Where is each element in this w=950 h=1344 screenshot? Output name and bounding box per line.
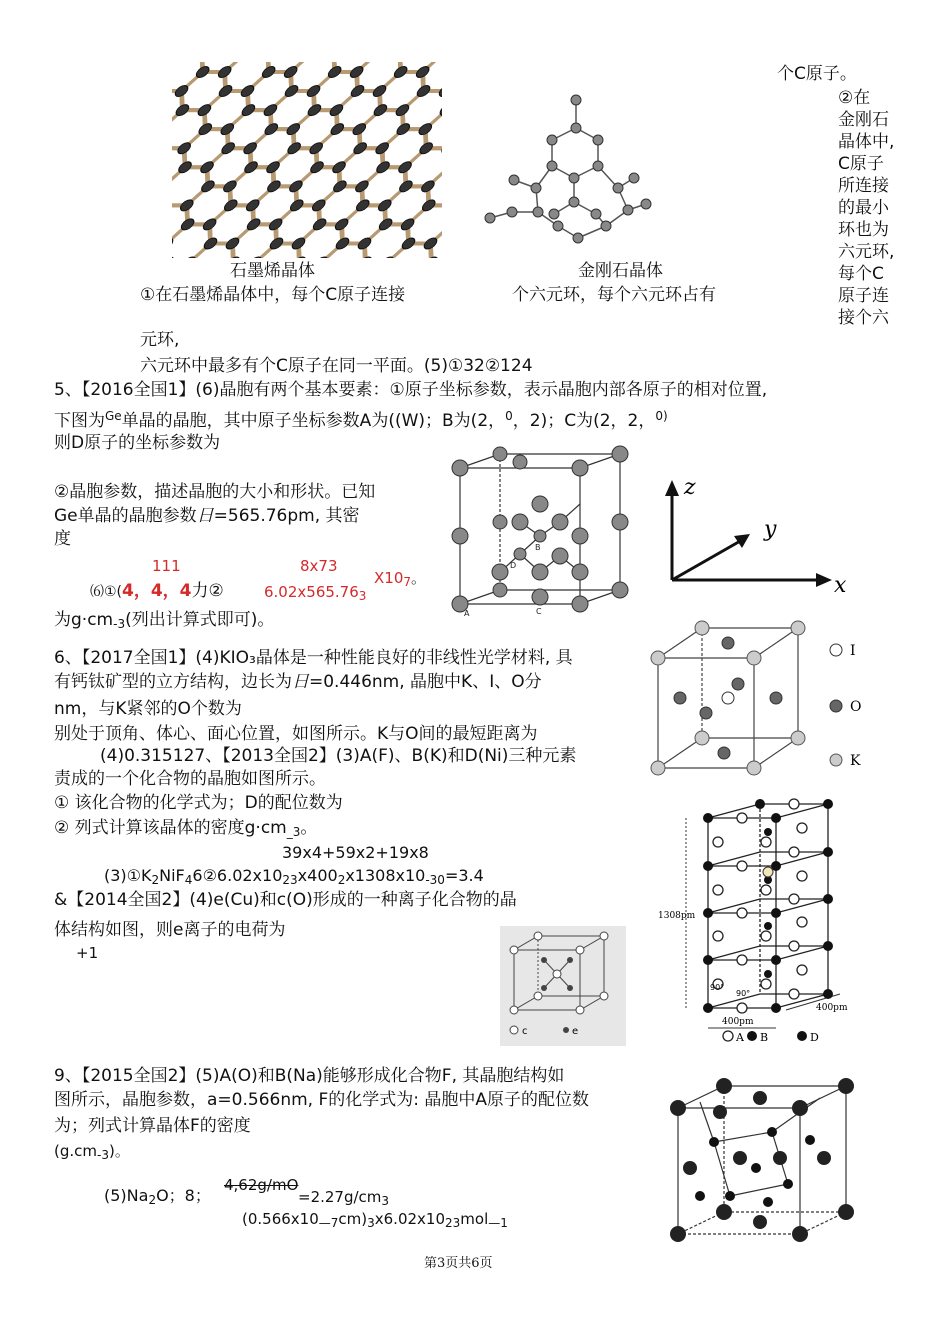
- q5-ans-den: $6.02x565.76_3$: [264, 583, 367, 603]
- q7-line2: ② 列式计算该晶体的密度g·cm_3。: [54, 818, 318, 839]
- q9-frac-num: 4,62g/mO: [224, 1176, 299, 1194]
- legend-b: B: [760, 1031, 769, 1044]
- right-col-1: ②在: [838, 88, 871, 108]
- cu2o-cell-figure: [500, 926, 626, 1046]
- q9-line2: 图所示，晶胞参数，a=0.566nm, F的化学式为: 晶胞中A原子的配位数: [54, 1090, 590, 1110]
- q7-numerator: 39x4+59x2+19x8: [282, 843, 429, 862]
- diamond-label: 金刚石晶体: [578, 261, 663, 281]
- q5-line2: 下图为$^{Ge}$单晶的晶胞，其中原子坐标参数A为((W)；B为(2，$^0$，2)；C为(2，2，$^{0)}$: [54, 409, 668, 431]
- q9-line4: $(g.cm_{-3})$。: [54, 1142, 130, 1162]
- q9-frac-eq: $=2.27g/cm_3$: [298, 1188, 390, 1208]
- right-col-4: C原子: [838, 154, 884, 174]
- right-col-0: 个C原子。: [777, 64, 857, 84]
- right-col-2: 金刚石: [838, 110, 889, 130]
- q5-line5: Ge单晶的晶胞参数日=565.76pm, 其密: [54, 506, 360, 526]
- q9-line3: 为；列式计算晶体F的密度: [54, 1116, 251, 1136]
- cu2o-legend-e: e: [572, 1026, 579, 1037]
- graphene-figure: [172, 62, 442, 258]
- angle-2: 90°: [736, 989, 751, 998]
- q9-frac-den: $(0.566x10_{—7}cm)_3x6.02x10_{23}mol_{—1}$: [242, 1210, 508, 1230]
- q6-line5: (4)0.315127、【2013全国2】(3)A(F)、B(K)和D(Ni)三种元素: [100, 746, 577, 766]
- kio3-legend-k: K: [850, 753, 861, 769]
- right-col-3: 晶体中,: [838, 132, 895, 152]
- q6-line6: 责成的一个化合物的晶胞如图所示。: [54, 769, 326, 789]
- cell-label-d: D: [510, 561, 517, 570]
- axes-figure: [656, 470, 856, 600]
- right-col-6: 的最小: [838, 198, 889, 218]
- q5-answer: ⑹①(4，4，4力②: [90, 581, 224, 601]
- ge-unit-cell-figure: [440, 444, 640, 624]
- q8-line3: +1: [76, 944, 99, 962]
- kio3-legend-i: I: [850, 643, 856, 659]
- right-col-9: 每个C: [838, 264, 884, 284]
- na2o-cell-figure: [660, 1072, 870, 1248]
- cell-label-c: C: [536, 607, 542, 616]
- right-col-5: 所连接: [838, 176, 889, 196]
- legend-a: A: [736, 1031, 744, 1044]
- q9-line1: 9、【2015全国2】(5)A(O)和B(Na)能够形成化合物F, 其晶胞结构如: [54, 1066, 565, 1086]
- q6-line1: 6、【2017全国1】(4)KIO₃晶体是一种性能良好的非线性光学材料, 具: [54, 648, 573, 668]
- q7-answer: (3)①K2NiF46②6.02x1023x4002x1308x10-30=3.4: [104, 866, 484, 887]
- cell-label-b: B: [535, 543, 541, 552]
- diamond-figure: [478, 92, 678, 252]
- axis-z-label: z: [684, 475, 696, 500]
- dim-height: 1308pm: [658, 911, 696, 921]
- top-line1-left: ①在石墨烯晶体中，每个C原子连接: [140, 285, 406, 305]
- q7-line1: ① 该化合物的化学式为；D的配位数为: [54, 793, 343, 813]
- q5-line7: 为g·cm-3(列出计算式即可)。: [54, 610, 275, 631]
- axis-x-label: x: [834, 573, 847, 598]
- q8-line2: 体结构如图，则e离子的电荷为: [54, 920, 286, 940]
- q6-line2: 有钙钛矿型的立方结构，边长为日=0.446nm, 晶胞中K、I、O分: [54, 672, 542, 692]
- q5-line3: 则D原子的坐标参数为: [54, 433, 221, 453]
- q6-line4: 别处于顶角、体心、面心位置，如图所示。K与O间的最短距离为: [54, 724, 538, 744]
- axis-y-label: y: [764, 517, 777, 542]
- q5-line4: ②晶胞参数，描述晶胞的大小和形状。已知: [54, 482, 376, 502]
- top-line1-right: 个六元环，每个六元环占有: [512, 285, 716, 305]
- q9-answer: (5)Na2O；8；: [104, 1186, 211, 1207]
- right-col-11: 接个六: [838, 308, 889, 328]
- cu2o-legend-c: c: [522, 1026, 528, 1037]
- q5-line1: 5、【2016全国1】(6)晶胞有两个基本要素：①原子坐标参数，表示晶胞内部各原子的相对位置,: [54, 380, 768, 400]
- dim-width: 400pm: [722, 1017, 754, 1027]
- kio3-legend-o: O: [850, 699, 862, 715]
- q5-line6: 度: [54, 529, 71, 549]
- right-col-10: 原子连: [838, 286, 889, 306]
- top-line3: 六元环中最多有个C原子在同一平面。(5)①32②124: [140, 356, 533, 376]
- top-line2: 元环,: [140, 330, 180, 350]
- dim-depth: 400pm: [816, 1003, 848, 1013]
- cell-label-a: A: [464, 609, 470, 618]
- legend-d: D: [810, 1031, 819, 1044]
- right-col-7: 环也为: [838, 220, 889, 240]
- right-col-8: 六元环,: [838, 242, 895, 262]
- page-footer: 第3页共6页: [424, 1256, 493, 1271]
- q5-ans-top2: 8x73: [300, 557, 338, 575]
- q6-line3: nm，与K紧邻的O个数为: [54, 699, 242, 719]
- q5-ans-top1: 111: [152, 557, 181, 575]
- kio3-cell-figure: [644, 618, 884, 784]
- graphene-label: 石墨烯晶体: [230, 261, 315, 281]
- angle-1: 90°: [710, 983, 725, 992]
- q8-line1: &【2014全国2】(4)e(Cu)和c(O)形成的一种离子化合物的晶: [54, 890, 517, 910]
- q5-ans-x: $X10_7$。: [374, 569, 427, 589]
- k2nif4-cell-figure: [656, 796, 866, 1050]
